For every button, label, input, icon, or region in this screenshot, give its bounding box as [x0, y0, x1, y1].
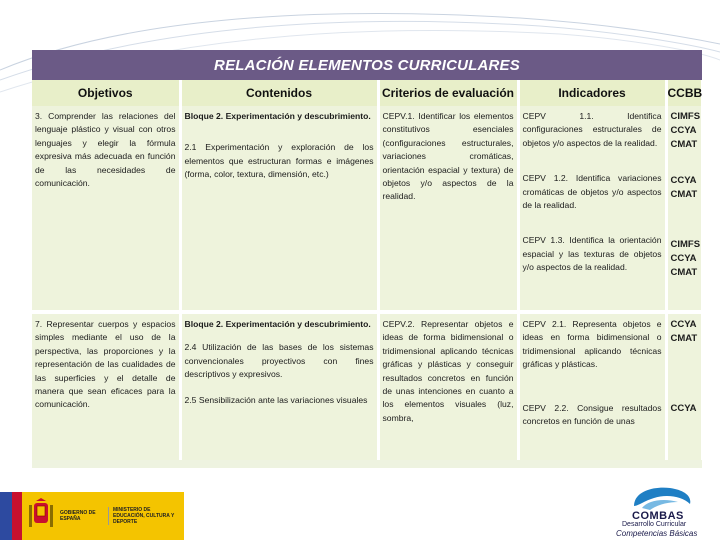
ccbb-group: [670, 238, 701, 280]
ccbb-cell: [666, 106, 702, 310]
contenido-item: 2.5 Sensibilización ante las variaciones visuales: [184, 394, 368, 405]
ccbb-code: CCYA: [670, 403, 697, 414]
curricular-table-panel: [32, 50, 702, 468]
indicador-item: CEPV 2.1. Representa objetos e ideas en forma bidimensional o tridimensional aplicando técnicas gráficas y plásticas.: [522, 319, 662, 370]
column-header-ccbb: CCBB: [666, 80, 702, 106]
logo-subtitle: Desarrollo Curricular: [622, 521, 687, 528]
objetivo-cell: [32, 314, 180, 460]
ccbb-code: CMAT: [670, 189, 698, 200]
ccbb-code: CMAT: [670, 139, 698, 150]
criterio-cell: [378, 314, 518, 460]
indicador-item: CEPV 1.2. Identifica variaciones cromáticas de objetos y/o aspectos de la realidad.: [522, 173, 662, 211]
ccbb-group: [671, 174, 698, 202]
government-logo: [22, 492, 184, 540]
criterio-text: CEPV.2. Representar objetos e ideas de forma bidimensional o tridimensional aplicando técnicas gráficas y plásticas y conseguir resultados concretos en función de unas intenciones en cuanto a los elementos visuales (luz, sombra,: [382, 319, 514, 423]
ccbb-code: CCYA: [670, 319, 697, 330]
indicador-item: CEPV 1.3. Identifica la orientación espacial y las texturas de objetos y/o aspectos de la realidad.: [522, 235, 662, 273]
table-row: [32, 106, 702, 310]
contenidos-cell: [180, 314, 378, 460]
spain-flag-strip: [12, 492, 22, 540]
criterio-text: CEPV.1. Identificar los elementos constitutivos esenciales (configuraciones estructurales, variaciones cromáticas, orientación espacial y textura) de objetos y/o aspectos de la realidad.: [382, 111, 514, 202]
ministerio-label: MINISTERIO DE EDUCACIÓN, CULTURA Y DEPORTE: [108, 507, 183, 525]
ccbb-cell: [666, 314, 702, 460]
indicadores-cell: [518, 314, 666, 460]
indicador-item: CEPV 1.1. Identifica configuraciones estructurales de objetos y/o aspectos de la realidad.: [522, 111, 662, 148]
table-row: [32, 314, 702, 460]
logo-tagline: Competencias Básicas: [616, 529, 698, 538]
contenido-item: 2.1 Experimentación y exploración de los elementos que estructuran formas e imágenes (forma, color, textura, dimensión, etc.): [184, 142, 374, 180]
title-bar: [32, 50, 702, 80]
table-header-row: [32, 80, 702, 106]
ccbb-code: CMAT: [670, 333, 698, 344]
column-header-contenidos: Contenidos: [180, 80, 378, 106]
ccbb-code: CIMFS: [670, 111, 701, 122]
eu-flag-strip: [0, 492, 12, 540]
objetivo-text: 3. Comprender las relaciones del lenguaje plástico y visual con otros lenguajes y elegir la fórmula expresiva más adecuada en función de las necesidades de comunicación.: [35, 111, 176, 189]
bloque-title: Bloque 2. Experimentación y descubrimiento.: [184, 111, 371, 121]
objetivo-cell: [32, 106, 180, 310]
indicador-item: CEPV 2.2. Consigue resultados concretos en función de unas: [522, 402, 662, 427]
column-header-objetivos: Objetivos: [32, 80, 180, 106]
indicadores-cell: [518, 106, 666, 310]
column-header-criterios: Criterios de evaluación: [378, 80, 518, 106]
logo-name: COMBAS: [632, 510, 684, 522]
ccbb-code: CCYA: [670, 175, 697, 186]
ccbb-code: CCYA: [670, 125, 697, 136]
ccbb-group: [671, 402, 698, 416]
page-title: RELACIÓN ELEMENTOS CURRICULARES: [214, 56, 520, 74]
ccbb-group: [671, 318, 698, 346]
ccbb-code: CIMFS: [670, 239, 701, 250]
contenido-item: 2.4 Utilización de las bases de los sistemas convencionales proyectivos con fines descriptivos y expresivos.: [184, 342, 374, 380]
ccbb-group: [670, 110, 701, 152]
criterio-cell: [378, 106, 518, 310]
column-header-indicadores: Indicadores: [518, 80, 666, 106]
gobierno-label: GOBIERNO DE ESPAÑA: [60, 510, 96, 522]
ccbb-code: CMAT: [670, 267, 698, 278]
objetivo-text: 7. Representar cuerpos y espacios simples mediante el uso de la perspectiva, las proporciones y la representación de las cualidades de las superficies y el detalle de manera que sean eficaces para la comunicación.: [35, 319, 176, 410]
coat-of-arms-icon: [26, 497, 56, 535]
curricular-table: [32, 80, 702, 460]
contenidos-cell: [180, 106, 378, 310]
bloque-title: Bloque 2. Experimentación y descubrimiento.: [184, 319, 371, 329]
ccbb-code: CCYA: [670, 253, 697, 264]
